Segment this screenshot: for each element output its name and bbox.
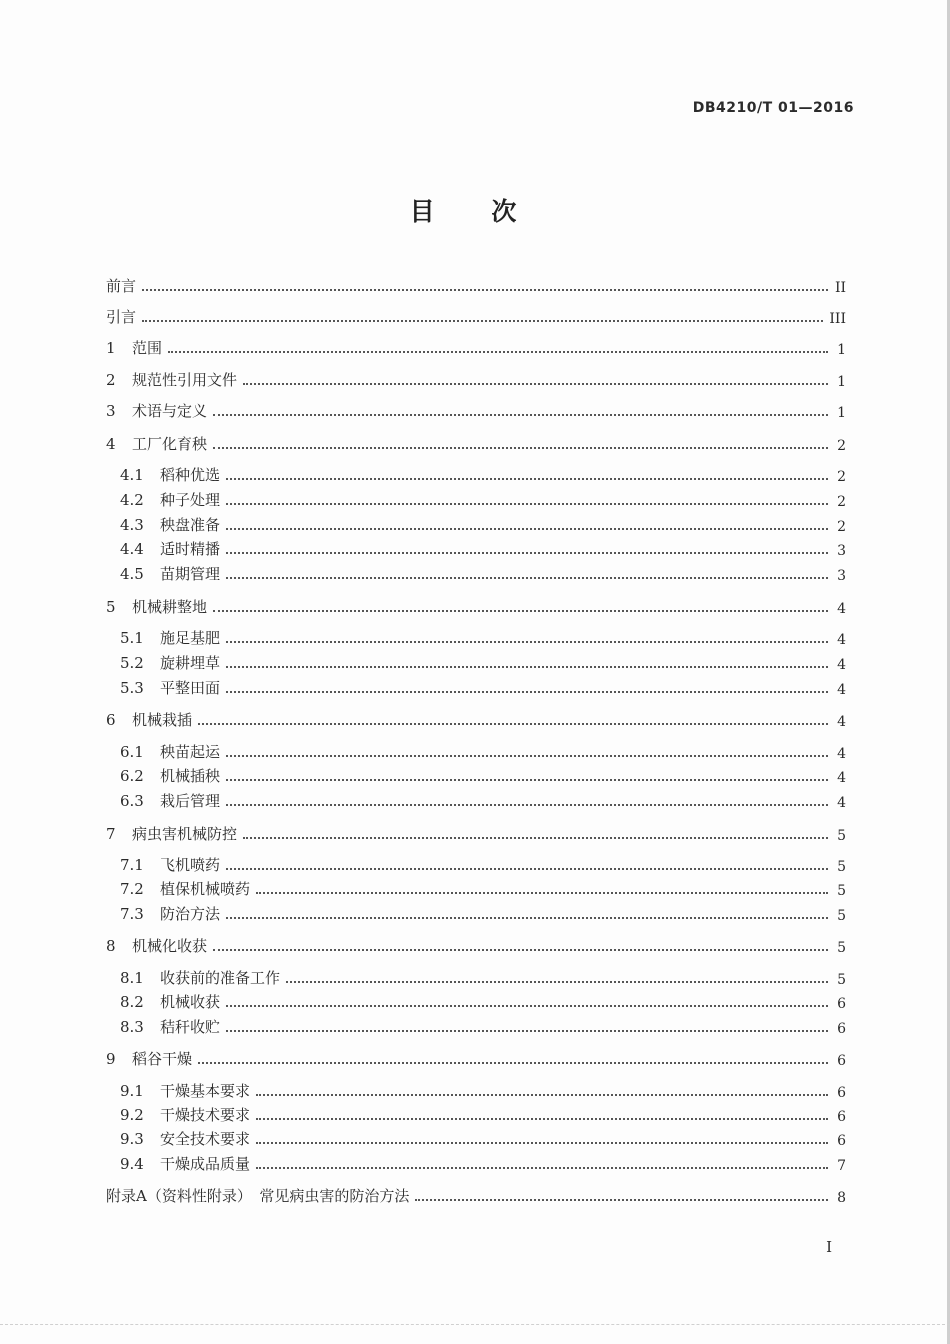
toc-entry-page: III [829,311,846,327]
toc-entry-page: 5 [837,972,846,988]
toc-entry-label [120,464,220,485]
toc-entry-title: 收获前的准备工作 [160,969,281,987]
dot-leader [142,319,823,322]
toc-entry[interactable] [106,900,846,924]
toc-entry-label [120,1153,250,1174]
toc-entry-title: 附录A（资料性附录） 常见病虫害的防治方法 [106,1187,410,1205]
toc-entry-number: 4.1 [120,466,144,484]
toc-entry-title: 飞机喷药 [160,856,221,874]
toc-entry-label [106,306,136,327]
toc-entry-number: 6 [106,711,116,729]
toc-entry-number: 4.3 [120,516,144,534]
page-number: I [826,1238,832,1256]
dot-leader [256,1117,828,1120]
toc-entry-number: 7.2 [120,880,144,898]
dot-leader [226,803,828,806]
toc-entry-number: 7.3 [120,905,144,923]
toc-entry-number: 3 [106,402,116,420]
dot-leader [226,576,828,579]
toc-entry-page: 4 [837,770,846,786]
toc-entry-number: 6.3 [120,792,144,810]
toc-entry-page: 4 [837,714,846,730]
dot-leader [226,665,828,668]
toc-entry-label [120,991,220,1012]
toc-entry-number: 4.2 [120,491,144,509]
toc-entry-label [120,489,220,510]
toc-entry[interactable] [106,649,846,673]
document-code: DB4210/T 01—2016 [692,100,854,116]
toc-entry-page: 2 [837,519,846,535]
toc-entry-number: 8.1 [120,969,144,987]
toc-entry-label [106,1048,192,1069]
toc-entry-number: 8.2 [120,993,144,1011]
toc-entry-page: 7 [837,1158,846,1174]
toc-entry[interactable] [106,366,846,390]
toc-entry-title: 秸秆收贮 [160,1018,221,1036]
toc-entry-label [120,741,220,762]
dot-leader [226,502,828,505]
toc-entry-page: 4 [837,795,846,811]
toc-entry-number: 9.1 [120,1082,144,1100]
toc-entry-title: 机械化收获 [132,937,208,955]
toc-entry-title: 适时精播 [160,540,221,558]
dot-leader [256,1166,828,1169]
toc-entry[interactable] [106,787,846,811]
toc-entry-number: 9.2 [120,1106,144,1124]
toc-entry-number: 8 [106,937,116,955]
toc-entry[interactable] [106,1077,846,1101]
toc-entry-title: 施足基肥 [160,629,221,647]
toc-entry-title: 种子处理 [160,491,221,509]
toc-entry[interactable] [106,1101,846,1125]
toc-entry[interactable] [106,988,846,1012]
toc-entry-label [120,1128,250,1149]
toc-entry-number: 7.1 [120,856,144,874]
dot-leader [256,1093,828,1096]
toc-entry[interactable] [106,511,846,535]
toc-entry-title: 干燥成品质量 [160,1155,251,1173]
toc-entry-page: 4 [837,601,846,617]
toc-entry[interactable] [106,1150,846,1174]
toc-entry-number: 9 [106,1050,116,1068]
toc-entry-label [120,854,220,875]
toc-entry-label [106,433,207,454]
toc-entry-title: 范围 [132,339,163,357]
toc-entry-label [120,1016,220,1037]
toc-entry-label [120,538,220,559]
toc-entry-label [106,709,192,730]
dot-leader [226,778,828,781]
toc-entry-number: 9.4 [120,1155,144,1173]
toc-entry-title: 工厂化育秧 [132,435,208,453]
toc-entry-label [120,652,220,673]
toc-entry-page: 4 [837,657,846,673]
dot-leader [226,690,828,693]
toc-entry[interactable] [106,1125,846,1149]
toc-entry-title: 机械插秧 [160,767,221,785]
toc-entry-title: 病虫害机械防控 [132,825,238,843]
toc-entry-page: 1 [837,342,846,358]
toc-entry[interactable] [106,397,846,421]
toc-entry-title: 稻谷干燥 [132,1050,193,1068]
toc-entry[interactable] [106,762,846,786]
dot-leader [243,382,828,385]
toc-entry-title: 干燥基本要求 [160,1082,251,1100]
dot-leader [142,288,828,291]
toc-entry-page: 6 [837,1085,846,1101]
toc-entry[interactable] [106,303,846,327]
toc-entry-page: 5 [837,859,846,875]
toc-entry[interactable] [106,706,846,730]
toc-entry-label [120,1080,250,1101]
toc-entry-number: 5.3 [120,679,144,697]
toc-entry-number: 6.1 [120,743,144,761]
toc-entry-label [120,563,220,584]
dot-leader [286,980,828,983]
scan-edge-bottom [0,1324,950,1326]
toc-entry-title: 前言 [106,277,137,295]
toc-entry-title: 术语与定义 [132,402,208,420]
toc-entry-number: 9.3 [120,1130,144,1148]
dot-leader [256,1141,828,1144]
toc-entry-number: 5.2 [120,654,144,672]
toc-entry-number: 4.4 [120,540,144,558]
toc-entry-page: 2 [837,438,846,454]
dot-leader [213,948,828,951]
toc-entry-label [120,878,250,899]
toc-entry-page: 1 [837,374,846,390]
dot-leader [226,867,828,870]
toc-entry-title: 秧盘准备 [160,516,221,534]
toc-entry-title: 秧苗起运 [160,743,221,761]
toc-entry-page: 3 [837,543,846,559]
toc-entry-label [106,337,162,358]
toc-entry[interactable] [106,560,846,584]
toc-entry-title: 机械栽插 [132,711,193,729]
toc-entry-title: 旋耕埋草 [160,654,221,672]
toc-entry-title: 植保机械喷药 [160,880,251,898]
toc-entry-page: 5 [837,828,846,844]
toc-entry[interactable] [106,593,846,617]
toc-entry-label [106,1185,409,1206]
toc-entry-page: 6 [837,1053,846,1069]
toc-entry[interactable] [106,272,846,296]
toc-entry-page: 6 [837,1133,846,1149]
toc-entry-label [120,790,220,811]
toc-entry-page: 2 [837,469,846,485]
dot-leader [226,551,828,554]
toc-entry-number: 8.3 [120,1018,144,1036]
toc-entry-number: 6.2 [120,767,144,785]
toc-entry-page: 1 [837,405,846,421]
dot-leader [226,527,828,530]
toc-entry[interactable] [106,461,846,485]
toc-entry[interactable] [106,486,846,510]
toc-entry-number: 2 [106,371,116,389]
toc-entry[interactable] [106,1013,846,1037]
toc-entry-title: 机械耕整地 [132,598,208,616]
dot-leader [256,891,828,894]
toc-entry-title: 稻种优选 [160,466,221,484]
toc-entry-label [120,514,220,535]
toc-entry-page: 6 [837,996,846,1012]
toc-entry-label [106,369,237,390]
toc-entry-page: 3 [837,568,846,584]
toc-entry[interactable] [106,535,846,559]
dot-leader [415,1198,828,1201]
toc-entry-page: 4 [837,746,846,762]
dot-leader [226,640,828,643]
toc-entry-page: 4 [837,632,846,648]
toc-entry-page: II [834,280,846,296]
toc-entry-label [106,823,237,844]
dot-leader [243,836,828,839]
toc-entry-title: 干燥技术要求 [160,1106,251,1124]
dot-leader [198,1061,828,1064]
toc-title: 目 次 [409,197,541,226]
toc-entry-label [106,596,207,617]
toc-entry[interactable] [106,1182,846,1206]
toc-entry-label [120,1104,250,1125]
toc-entry[interactable] [106,334,846,358]
toc-entry-number: 5 [106,598,116,616]
toc-entry-title: 防治方法 [160,905,221,923]
toc-entry-label [106,275,136,296]
dot-leader [168,350,828,353]
dot-leader [213,413,828,416]
toc-entry-title: 栽后管理 [160,792,221,810]
toc-entry-title: 引言 [106,308,137,326]
toc-entry[interactable] [106,430,846,454]
toc-entry[interactable] [106,1045,846,1069]
toc-entry-number: 7 [106,825,116,843]
toc-entry-page: 8 [837,1190,846,1206]
toc-entry-label [120,967,280,988]
toc-entry[interactable] [106,932,846,956]
toc-entry-label [120,765,220,786]
toc-entry-page: 5 [837,883,846,899]
toc-entry-label [106,400,207,421]
toc-entry-number: 4.5 [120,565,144,583]
toc-entry-page: 6 [837,1109,846,1125]
toc-entry-title: 安全技术要求 [160,1130,251,1148]
toc-entry-label [120,677,220,698]
dot-leader [213,609,828,612]
toc-entry[interactable] [106,738,846,762]
toc-entry-number: 4 [106,435,116,453]
toc-entry[interactable] [106,875,846,899]
toc-entry[interactable] [106,674,846,698]
toc-entry-page: 5 [837,908,846,924]
dot-leader [226,754,828,757]
toc-entry[interactable] [106,624,846,648]
toc-entry[interactable] [106,964,846,988]
toc-entry-page: 6 [837,1021,846,1037]
toc-entry-page: 5 [837,940,846,956]
dot-leader [198,722,828,725]
dot-leader [226,916,828,919]
toc-entry-label [120,903,220,924]
toc-entry-page: 4 [837,682,846,698]
dot-leader [213,446,828,449]
dot-leader [226,477,828,480]
toc-entry-label [106,935,207,956]
dot-leader [226,1004,828,1007]
toc-entry[interactable] [106,820,846,844]
toc-entry-title: 平整田面 [160,679,221,697]
toc-entry-number: 1 [106,339,116,357]
toc-entry-number: 5.1 [120,629,144,647]
toc-entry-title: 机械收获 [160,993,221,1011]
toc-entry-title: 苗期管理 [160,565,221,583]
toc-entry-label [120,627,220,648]
toc-entry-title: 规范性引用文件 [132,371,238,389]
toc-entry-page: 2 [837,494,846,510]
toc-entry[interactable] [106,851,846,875]
dot-leader [226,1029,828,1032]
